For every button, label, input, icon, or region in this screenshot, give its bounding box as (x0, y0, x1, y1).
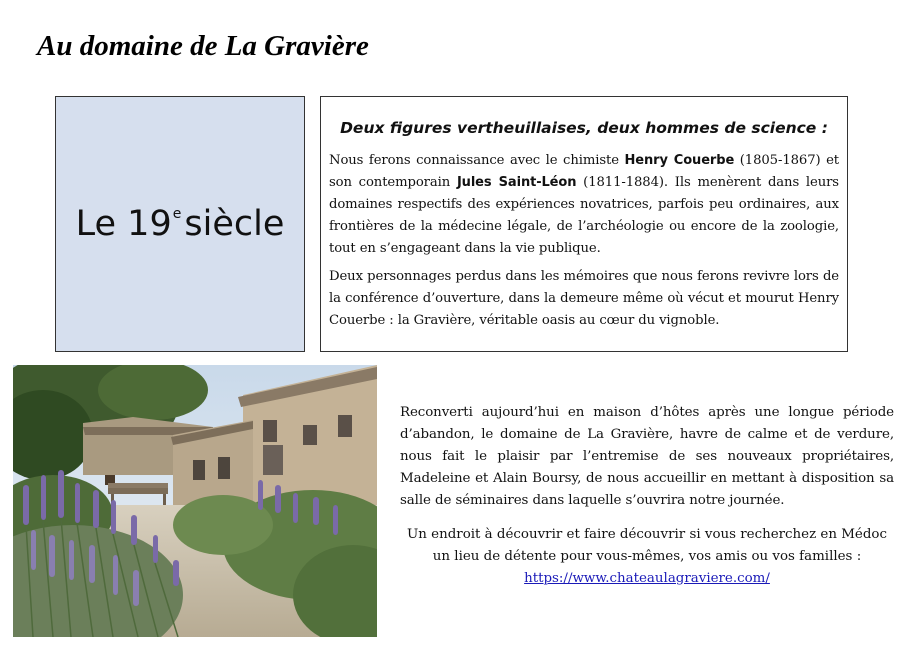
invitation-block (400, 524, 894, 590)
intro-text-1: Nous ferons connaissance avec le chimiste (329, 153, 625, 168)
intro-paragraph-2: Deux personnages perdus dans les mémoires que nous ferons revivre lors de la conférence d’ouverture, dans la demeure même où vécut et mourut Henry Couerbe : la Gravière, véritable oasis au cœur du vignoble. (329, 269, 839, 328)
description-paragraph: Reconverti aujourd’hui en maison d’hôtes après une longue période d’abandon, le domaine de La Gravière, havre de calme et de verdure, nous fait le plaisir par l’entremise de ses nouveaux propriétaires, Madeleine et Alain Boursy, de nous accueillir en mettant à disposition sa salle de séminaires dans laquelle s’ouvrira notre journée. (400, 405, 894, 508)
century-prefix: Le 19 (75, 204, 172, 244)
house-garden-image (13, 365, 377, 637)
intro-heading: Deux figures vertheuillaises, deux hommes de science : (340, 119, 828, 137)
website-link[interactable]: https://www.chateaulagraviere.com/ (524, 571, 770, 586)
name-henry-couerbe: Henry Couerbe (624, 153, 735, 168)
century-superscript: e (172, 206, 182, 222)
invitation-line-1: Un endroit à découvrir et faire découvrir si vous recherchez en Médoc (407, 527, 887, 542)
description-block (400, 402, 894, 526)
century-label (76, 204, 285, 244)
page-title: Au domaine de La Gravière (37, 30, 369, 62)
name-jules-saint-leon: Jules Saint-Léon (456, 175, 577, 190)
intro-box (320, 96, 848, 352)
century-suffix: siècle (184, 204, 285, 244)
intro-text-3: (1811-1884). Ils menèrent dans leurs domaines respectifs des expériences novatrices, parfois peu ordinaires, aux frontières de la médecine légale, de l’archéologie ou encore de la zoologie, tout en s’engageant dans la vie publique. (329, 175, 839, 256)
century-box (55, 96, 305, 352)
invitation-line-2: un lieu de détente pour vous-mêmes, vos amis ou vos familles : (432, 549, 862, 564)
intro-text-2: (1805-1867) et son contemporain (329, 153, 840, 190)
intro-paragraph-1 (329, 150, 839, 260)
domain-photo (13, 365, 377, 637)
